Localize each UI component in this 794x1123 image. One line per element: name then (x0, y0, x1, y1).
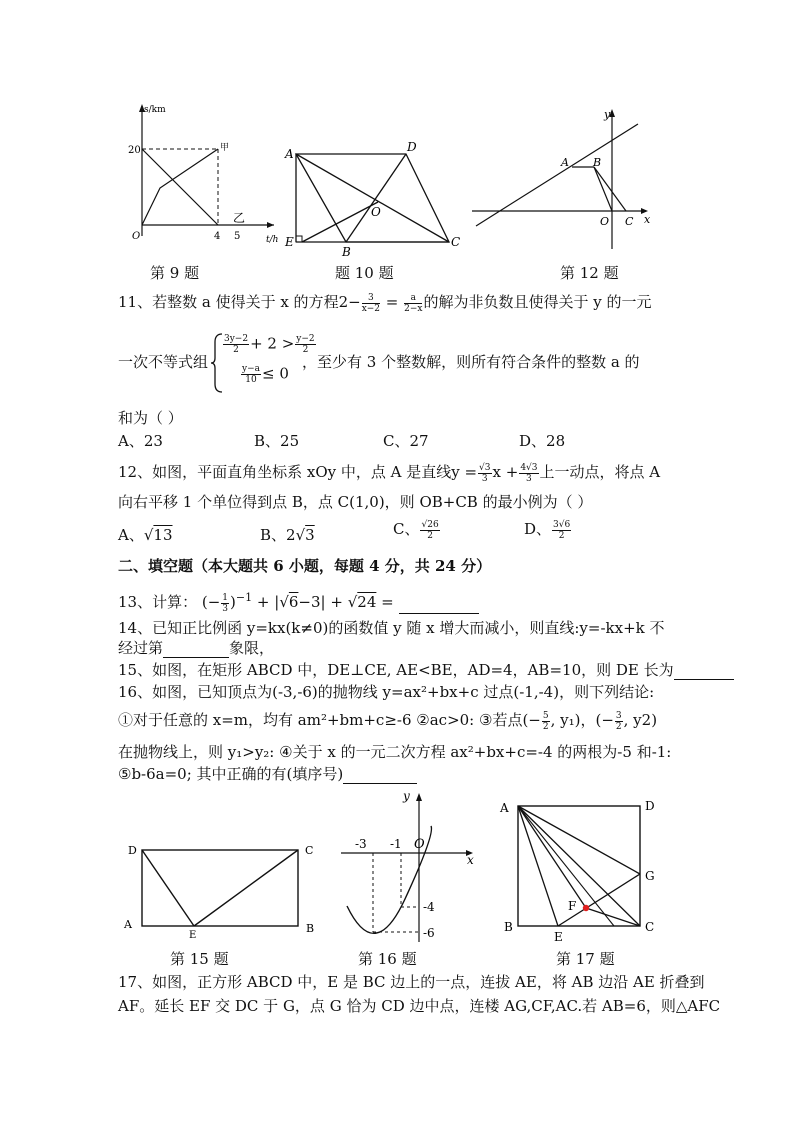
q11-system-row1: $\frac{3y-2}{2}$ + 2 > $\frac{y-2}{2}$ (224, 334, 315, 355)
q11-option-b: B、25 (254, 432, 300, 450)
caption-fig10: 题 10 题 (335, 264, 394, 282)
q12-line1: 12、如图，平面直角坐标系 xOy 中，点 A 是直线y = $\frac{√3}{3}$ x + $\frac{4√3}{3}$ 上一动点，将点 A (118, 462, 661, 484)
figure-12-coordinate (466, 104, 656, 254)
q13-line: 13、计算： (− $\frac{1}{3}$ )$^{-1}$ + |√6−3| + √24 = (118, 588, 479, 614)
label-C: C (625, 215, 634, 228)
q13-answer-blank[interactable] (399, 599, 479, 614)
q12-line2: 向右平移 1 个单位得到点 B，点 C(1,0)，则 OB+CB 的最小例为（ ） (118, 493, 593, 511)
x-axis-label: t/h (266, 235, 278, 245)
label-E: E (554, 930, 563, 944)
q11-option-a: A、23 (118, 432, 163, 450)
origin-label: O (132, 231, 141, 242)
figure-15-rectangle (118, 838, 323, 938)
label-C: C (305, 844, 314, 857)
q11-line2-post: ，至少有 3 个整数解，则所有符合条件的整数 a 的 (302, 353, 640, 371)
caption-fig9: 第 9 题 (150, 264, 200, 282)
q11-option-d: D、28 (519, 432, 566, 450)
q17-line1: 17、如图，正方形 ABCD 中，E 是 BC 边上的一点，连拔 AE，将 AB 边沿 AE 折叠到 (118, 973, 705, 991)
q12-option-c: C、 $\frac{√26}{2}$ (393, 519, 439, 541)
q12-option-d: D、 $\frac{3√6}{2}$ (524, 519, 571, 541)
tick-neg1: -1 (390, 837, 402, 851)
yi-label: 乙 (233, 211, 246, 225)
y-axis-label: y (403, 789, 410, 803)
section-2-heading: 二、填空题（本大题共 6 小题，每题 4 分，共 24 分） (118, 557, 492, 575)
label-E: E (189, 930, 197, 938)
q16-line4: ⑤b-6a=0; 其中正确的有(填序号) (118, 764, 417, 784)
label-B: B (306, 922, 315, 935)
tick-20: 20 (128, 145, 141, 156)
caption-fig12: 第 12 题 (560, 264, 619, 282)
q11-option-c: C、27 (383, 432, 429, 450)
caption-fig15: 第 15 题 (170, 950, 229, 968)
caption-fig16: 第 16 题 (358, 950, 417, 968)
q15-line: 15、如图，在矩形 ABCD 中，DE⊥CE, AE<BE，AD=4，AB=10，则 DE 长为 (118, 660, 734, 680)
origin-label: O (414, 837, 425, 852)
q14-answer-blank[interactable] (163, 643, 229, 658)
q12-option-b: B、2√3 (260, 526, 315, 544)
tick-4: 4 (214, 231, 221, 242)
q14-line2: 经过第 象限， (118, 639, 275, 657)
x-axis-label: x (467, 853, 474, 867)
q11-frac1: $\frac{3}{x-2}$ (361, 292, 381, 314)
q11-text-b: = (381, 293, 404, 311)
y-axis-label: s/km (144, 105, 166, 115)
q11-line3: 和为（ ） (118, 409, 183, 427)
label-A: A (285, 147, 294, 161)
tick-neg6: -6 (423, 926, 435, 940)
figure-17-square (494, 794, 664, 944)
q16-line3: 在抛物线上，则 y₁>y₂: ④关于 x 的一元二次方程 ax²+bx+c=-4 的两根为-5 和-1: (118, 743, 672, 761)
q14-line1: 14、已知正比例函 y=kx(k≠0)的函数值 y 随 x 增大而减小，则直线:y=-kx+k 不 (118, 619, 665, 637)
figure-10-parallelogram (284, 140, 474, 260)
label-B: B (593, 156, 602, 169)
tick-5: 5 (234, 231, 241, 242)
label-F: F (568, 899, 577, 913)
figure-9-graph (128, 100, 278, 250)
q16-line1: 16、如图，已知顶点为(-3,-6)的抛物线 y=ax²+bx+c 过点(-1,-4)，则下列结论: (118, 683, 655, 701)
q11-line1 (118, 292, 652, 314)
tick-neg4: -4 (423, 900, 435, 914)
tick-neg3: -3 (355, 837, 367, 851)
q11-text-c: 的解为非负数且使得关于 y 的一元 (423, 293, 652, 311)
label-A: A (561, 156, 569, 169)
q12-option-a: A、√13 (118, 526, 173, 544)
label-D: D (128, 844, 137, 857)
label-D: D (407, 140, 417, 154)
label-O: O (600, 215, 610, 228)
label-D: D (645, 799, 655, 813)
label-C: C (645, 920, 655, 934)
label-B: B (504, 920, 513, 934)
label-A: A (124, 918, 132, 931)
label-O: O (371, 205, 381, 219)
label-B: B (342, 245, 351, 259)
label-A: A (500, 801, 509, 815)
q11-system-row2: $\frac{y-a}{10}$ ≤ 0 (242, 364, 289, 385)
y-axis-label: y (604, 108, 611, 121)
label-G: G (645, 869, 655, 883)
x-axis-label: x (644, 213, 651, 226)
q17-line2: AF。延长 EF 交 DC 于 G，点 G 恰为 CD 边中点，连楼 AG,CF,AC.若 AB=6，则△AFC (118, 997, 721, 1015)
q11-line2-pre: 一次不等式组 (118, 353, 209, 371)
jia-label: 甲 (220, 143, 230, 153)
q11-text-a: 11、若整数 a 使得关于 x 的方程2− (118, 293, 361, 311)
q16-line2: ①对于任意的 x=m，均有 am²+bm+c≥-6 ②ac>0: ③若点(− $\frac{5}{2}$ , y₁)，(− $\frac{3}{2}$ , y2) (118, 710, 658, 732)
label-C: C (451, 235, 461, 249)
label-E: E (285, 235, 294, 249)
q11-frac2: $\frac{a}{2-x}$ (404, 292, 423, 314)
q16-answer-blank[interactable] (343, 769, 417, 784)
caption-fig17: 第 17 题 (556, 950, 615, 968)
figure-16-parabola (335, 786, 480, 946)
q15-answer-blank[interactable] (674, 665, 734, 680)
point-red-marker (583, 905, 589, 911)
